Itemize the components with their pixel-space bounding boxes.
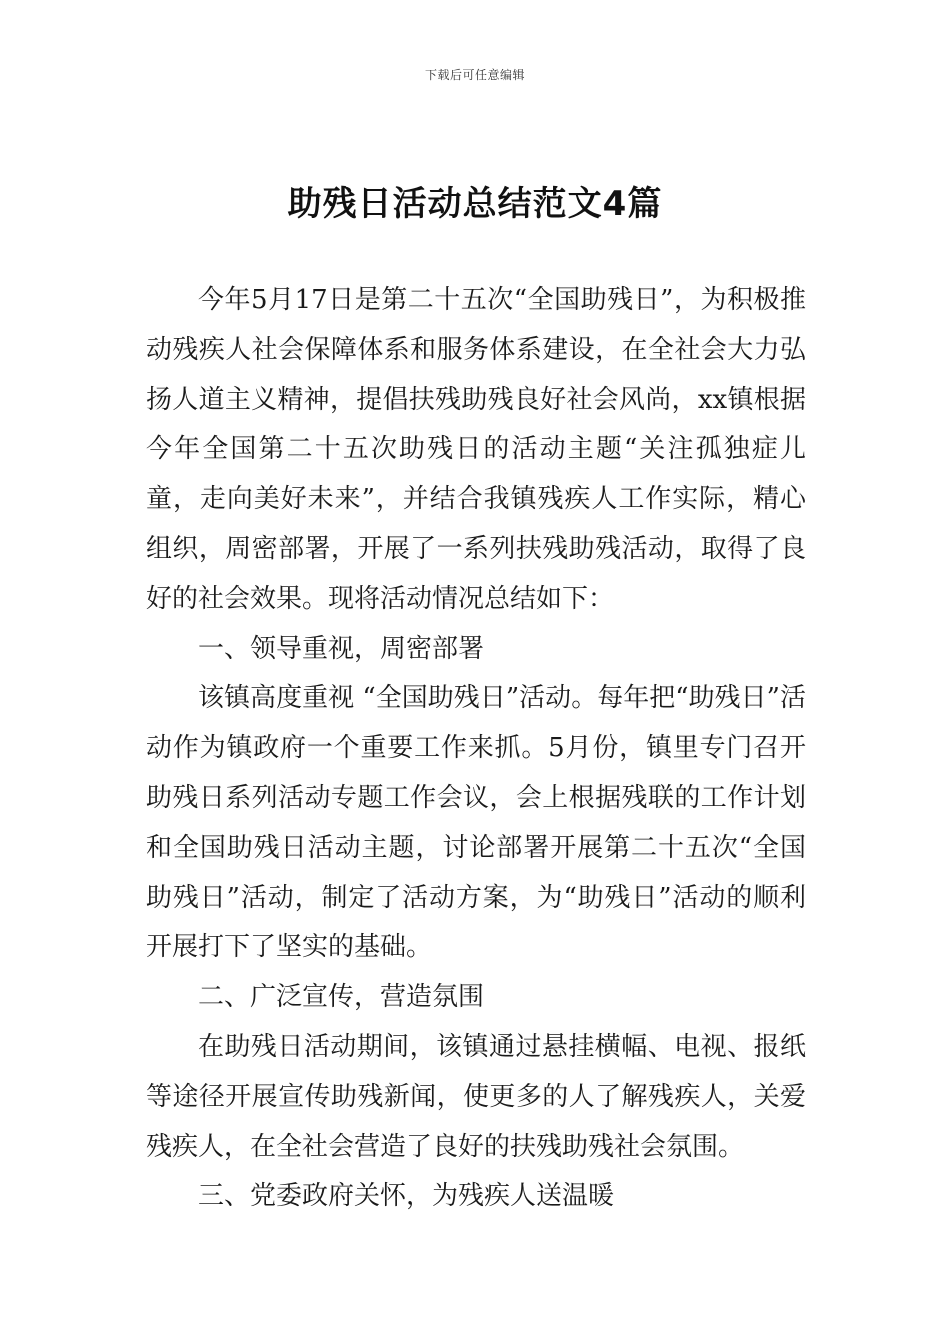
paragraph-section-1: 该镇高度重视 “全国助残日”活动。每年把“助残日”活动作为镇政府一个重要工作来抓。5月份，镇里专门召开助残日系列活动专题工作会议，会上根据残联的工作计划和全国助残日活动主题，讨论部署开展第二十五次“全国助残日”活动，制定了活动方案，为“助残日”活动的顺利开展打下了坚实的基础。 (146, 683, 806, 963)
page-header-note: 下载后可任意编辑 (424, 68, 525, 82)
paragraph-section-2: 在助残日活动期间，该镇通过悬挂横幅、电视、报纸等途径开展宣传助残新闻，使更多的人了解残疾人，关爱残疾人，在全社会营造了良好的扶残助残社会氛围。 (146, 1031, 806, 1162)
section-heading-2: 二、广泛宣传，营造氛围 (198, 982, 485, 1013)
document-title: 助残日活动总结范文4篇 (287, 184, 663, 224)
paragraph-intro: 今年5月17日是第二十五次“全国助残日”，为积极推动残疾人社会保障体系和服务体系建设，在全社会大力弘扬人道主义精神，提倡扶残助残良好社会风尚，xx镇根据今年全国第二十五次助残日的活动主题“关注孤独症儿童，走向美好未来”，并结合我镇残疾人工作实际，精心组织，周密部署，开展了一系列扶残助残活动，取得了良好的社会效果。现将活动情况总结如下： (146, 285, 806, 614)
section-heading-1: 一、领导重视，周密部署 (198, 633, 485, 664)
section-heading-3: 三、党委政府关怀，为残疾人送温暖 (198, 1181, 615, 1212)
document-body (146, 276, 806, 1222)
